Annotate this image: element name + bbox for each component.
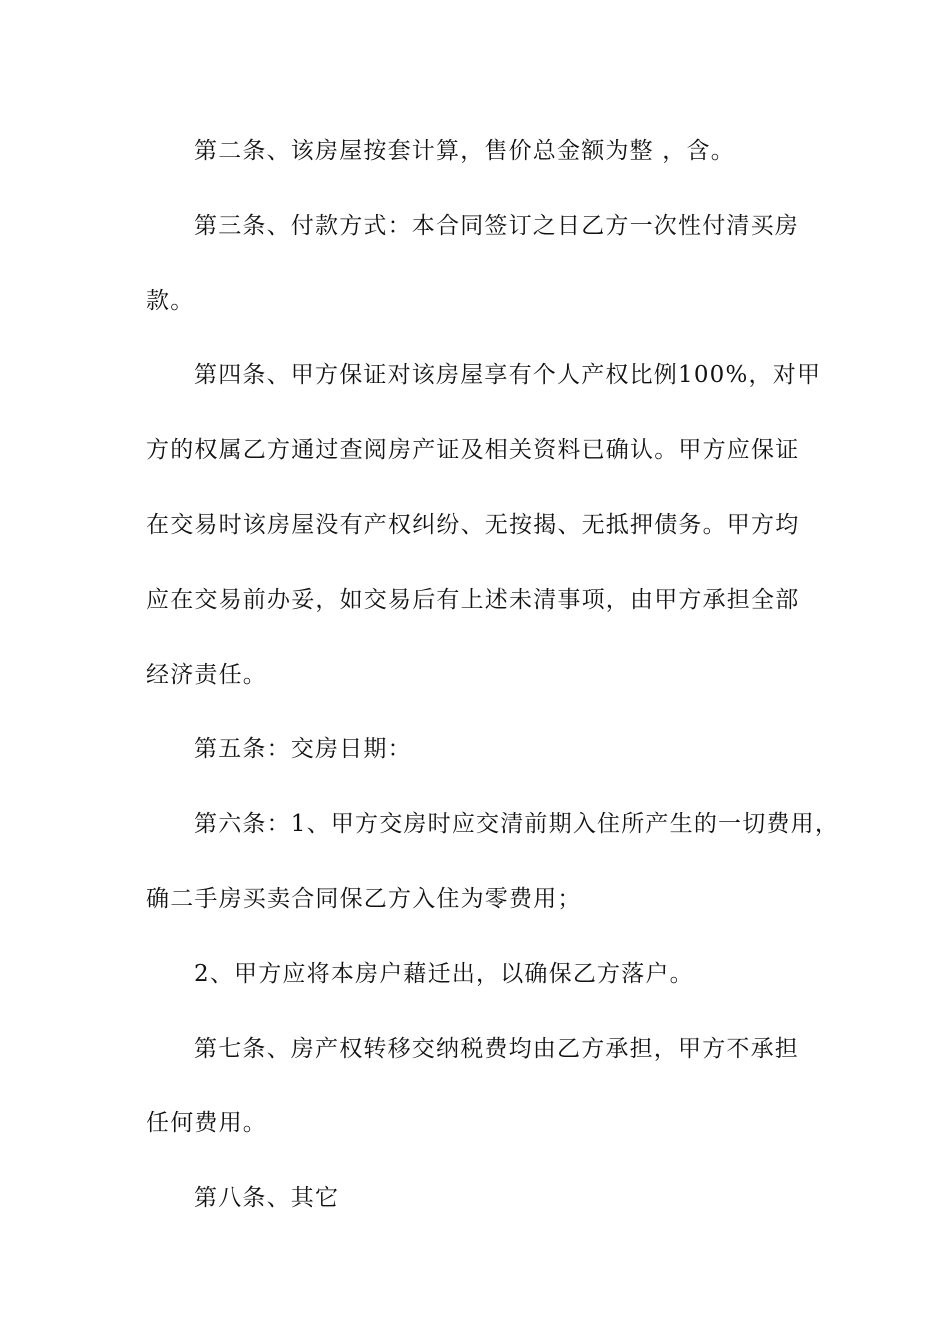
text-line: 第七条、房产权转移交纳税费均由乙方承担，甲方不承担 bbox=[194, 1035, 799, 1062]
text-line: 方的权属乙方通过查阅房产证及相关资料已确认。甲方应保证 bbox=[146, 437, 800, 464]
text-line: 任何费用。 bbox=[146, 1110, 267, 1137]
text-line: 第四条、甲方保证对该房屋享有个人产权比例100%，对甲 bbox=[194, 362, 822, 389]
text-line: 第六条：1、甲方交房时应交清前期入住所产生的一切费用， bbox=[194, 811, 840, 838]
text-line: 在交易时该房屋没有产权纠纷、无按揭、无抵押债务。甲方均 bbox=[146, 511, 800, 538]
text-line: 第五条：交房日期： bbox=[194, 736, 412, 763]
text-line: 第三条、付款方式：本合同签订之日乙方一次性付清买房 bbox=[194, 212, 799, 239]
text-line: 第八条、其它 bbox=[194, 1185, 340, 1212]
text-line: 第二条、该房屋按套计算，售价总金额为整 ，含。 bbox=[194, 138, 735, 164]
text-line: 应在交易前办妥，如交易后有上述未清事项，由甲方承担全部 bbox=[146, 586, 800, 613]
text-line: 确二手房买卖合同保乙方入住为零费用； bbox=[146, 885, 582, 912]
text-line: 2、甲方应将本房户藉迁出，以确保乙方落户。 bbox=[194, 960, 694, 987]
text-line: 款。 bbox=[146, 287, 195, 314]
contract-body bbox=[146, 126, 840, 1248]
text-line: 经济责任。 bbox=[146, 661, 267, 688]
